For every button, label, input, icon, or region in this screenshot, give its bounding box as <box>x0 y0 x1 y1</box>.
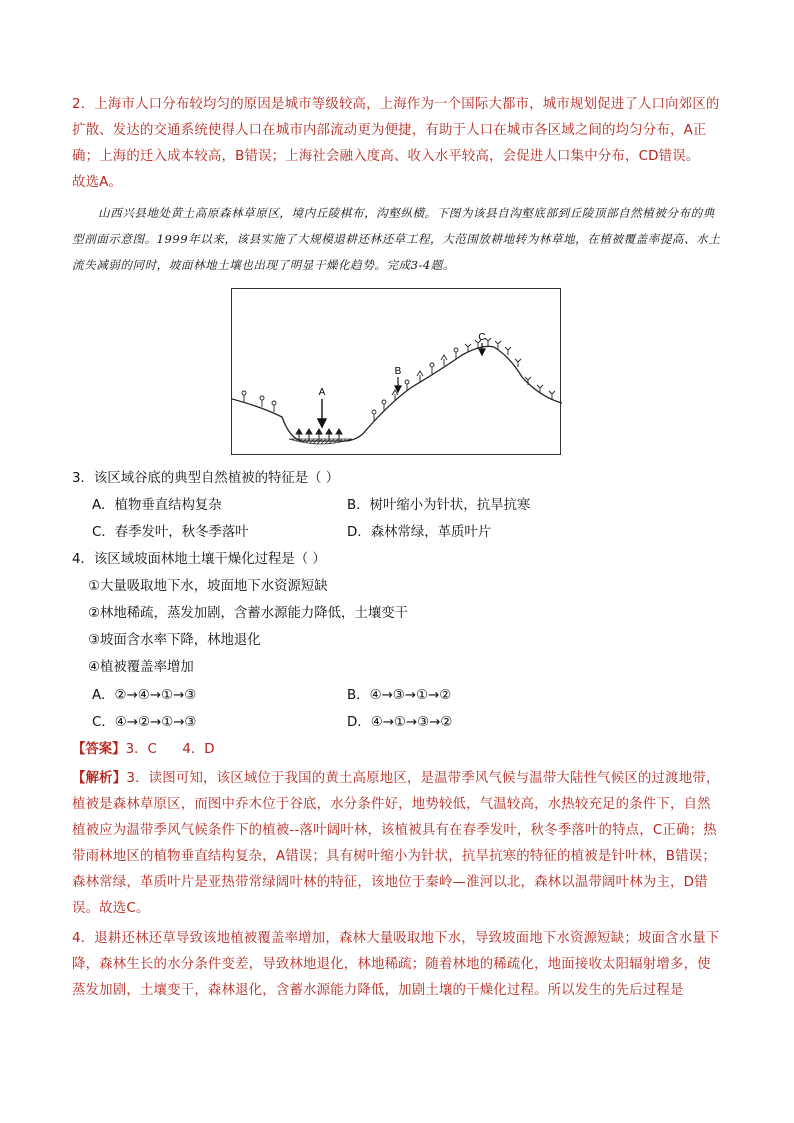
answer-tag: 【答案】 <box>72 742 126 757</box>
label-a: A <box>318 387 326 398</box>
q4-stem: 4．该区域坡面林地土壤干燥化过程是（ ） <box>72 552 326 567</box>
arrow-a <box>318 399 326 427</box>
left-slope-shrubs <box>242 391 276 412</box>
q2-analysis-text: 上海市人口分布较均匀的原因是城市等级较高，上海作为一个国际大都市，城市规划促进了人口向郊区的扩散、发达的交通系统使得人口在城市内部流动更为便捷，有助于人口在城市各区域之间的均匀分布，A正确；上海的迁入成本较高，B错误；上海社会融入度高、收入水平较高，会促进人口集中分布，CD错误。 <box>72 97 720 164</box>
q4-item-2: ②林地稀疏，蒸发加剧，含蓄水源能力降低，土壤变干 <box>88 606 408 621</box>
intro-text: 山西兴县地处黄土高原森林草原区，境内丘陵棋布，沟壑纵横。下图为该县自沟壑底部到丘陵顶部自然植被分布的典型剖面示意图。1999年以来，该县实施了大规模退耕还林还草工程，大范围放耕地转为林草地，在植被覆盖率提高、水土流失减弱的同时，坡面林地土壤也出现了明显干燥化趋势。完成3-4题。 <box>72 206 721 272</box>
q4-item-3: ③坡面含水率下降，林地退化 <box>88 633 261 648</box>
answer-text: 3．C 4．D <box>125 742 215 757</box>
q3-option-b: B．树叶缩小为针状，抗旱抗寒 <box>347 498 531 513</box>
arrow-c <box>479 343 485 355</box>
terrain-profile-svg <box>232 289 562 456</box>
q2-conclusion: 故选A。 <box>72 175 123 190</box>
q4-item-4: ④植被覆盖率增加 <box>88 660 194 675</box>
label-b: B <box>394 366 402 377</box>
q2-number: 2． <box>72 97 95 112</box>
q3-option-c: C．春季发叶，秋冬季落叶 <box>92 525 249 540</box>
q3-option-a: A．植物垂直结构复杂 <box>92 498 222 513</box>
q4-option-d: D．④→①→③→② <box>347 715 453 730</box>
q4-option-b: B．④→③→①→② <box>347 688 452 703</box>
analysis-q3-text: 3．读图可知，该区域位于我国的黄土高原地区，是温带季风气候与温带大陆性气候区的过渡地带，植被是森林草原区，而图中乔木位于谷底，水分条件好，地势较低，气温较高，水热较充足的条件下，自然植被应为温带季风气候条件下的植被--落叶阔叶林，该植被具有在春季发叶，秋冬季落叶的特点，C正确；热带雨林地区的植物垂直结构复杂，A错误；具有树叶缩小为针状，抗旱抗寒的特征的植被是针叶林，B错误；森林常绿，革质叶片是亚热带常绿阔叶林的特征，该地位于秦岭—淮河以北，森林以温带阔叶林为主，D错误。故选C。 <box>72 771 720 916</box>
analysis-q4-text: 4．退耕还林还草导致该地植被覆盖率增加，森林大量吸取地下水，导致坡面地下水资源短缺；坡面含水量下降，森林生长的水分条件变差，导致林地退化，林地稀疏；随着林地的稀疏化，地面接收太阳辐射增多，使蒸发加剧，土壤变干，森林退化，含蓄水源能力降低，加剧土壤的干燥化过程。所以发生的先后过程是 <box>72 931 720 998</box>
question-intro <box>72 200 722 278</box>
analysis-q4 <box>72 926 722 1004</box>
q4-option-c: C．④→②→①→③ <box>92 715 197 730</box>
label-c: C <box>478 332 486 343</box>
q3-stem: 3．该区域谷底的典型自然植被的特征是（ ） <box>72 471 340 486</box>
analysis-tag: 【解析】 <box>72 771 127 786</box>
q4-option-a: A．②→④→①→③ <box>92 688 197 703</box>
analysis-q3 <box>72 766 722 922</box>
q3-option-d: D．森林常绿，革质叶片 <box>347 525 492 540</box>
arrow-b <box>395 377 401 392</box>
profile-diagram <box>231 288 561 455</box>
q2-analysis <box>72 92 722 196</box>
hilltop-grass <box>465 338 555 399</box>
answer-line <box>72 740 215 760</box>
q4-item-1: ①大量吸取地下水，坡面地下水资源短缺 <box>88 579 328 594</box>
